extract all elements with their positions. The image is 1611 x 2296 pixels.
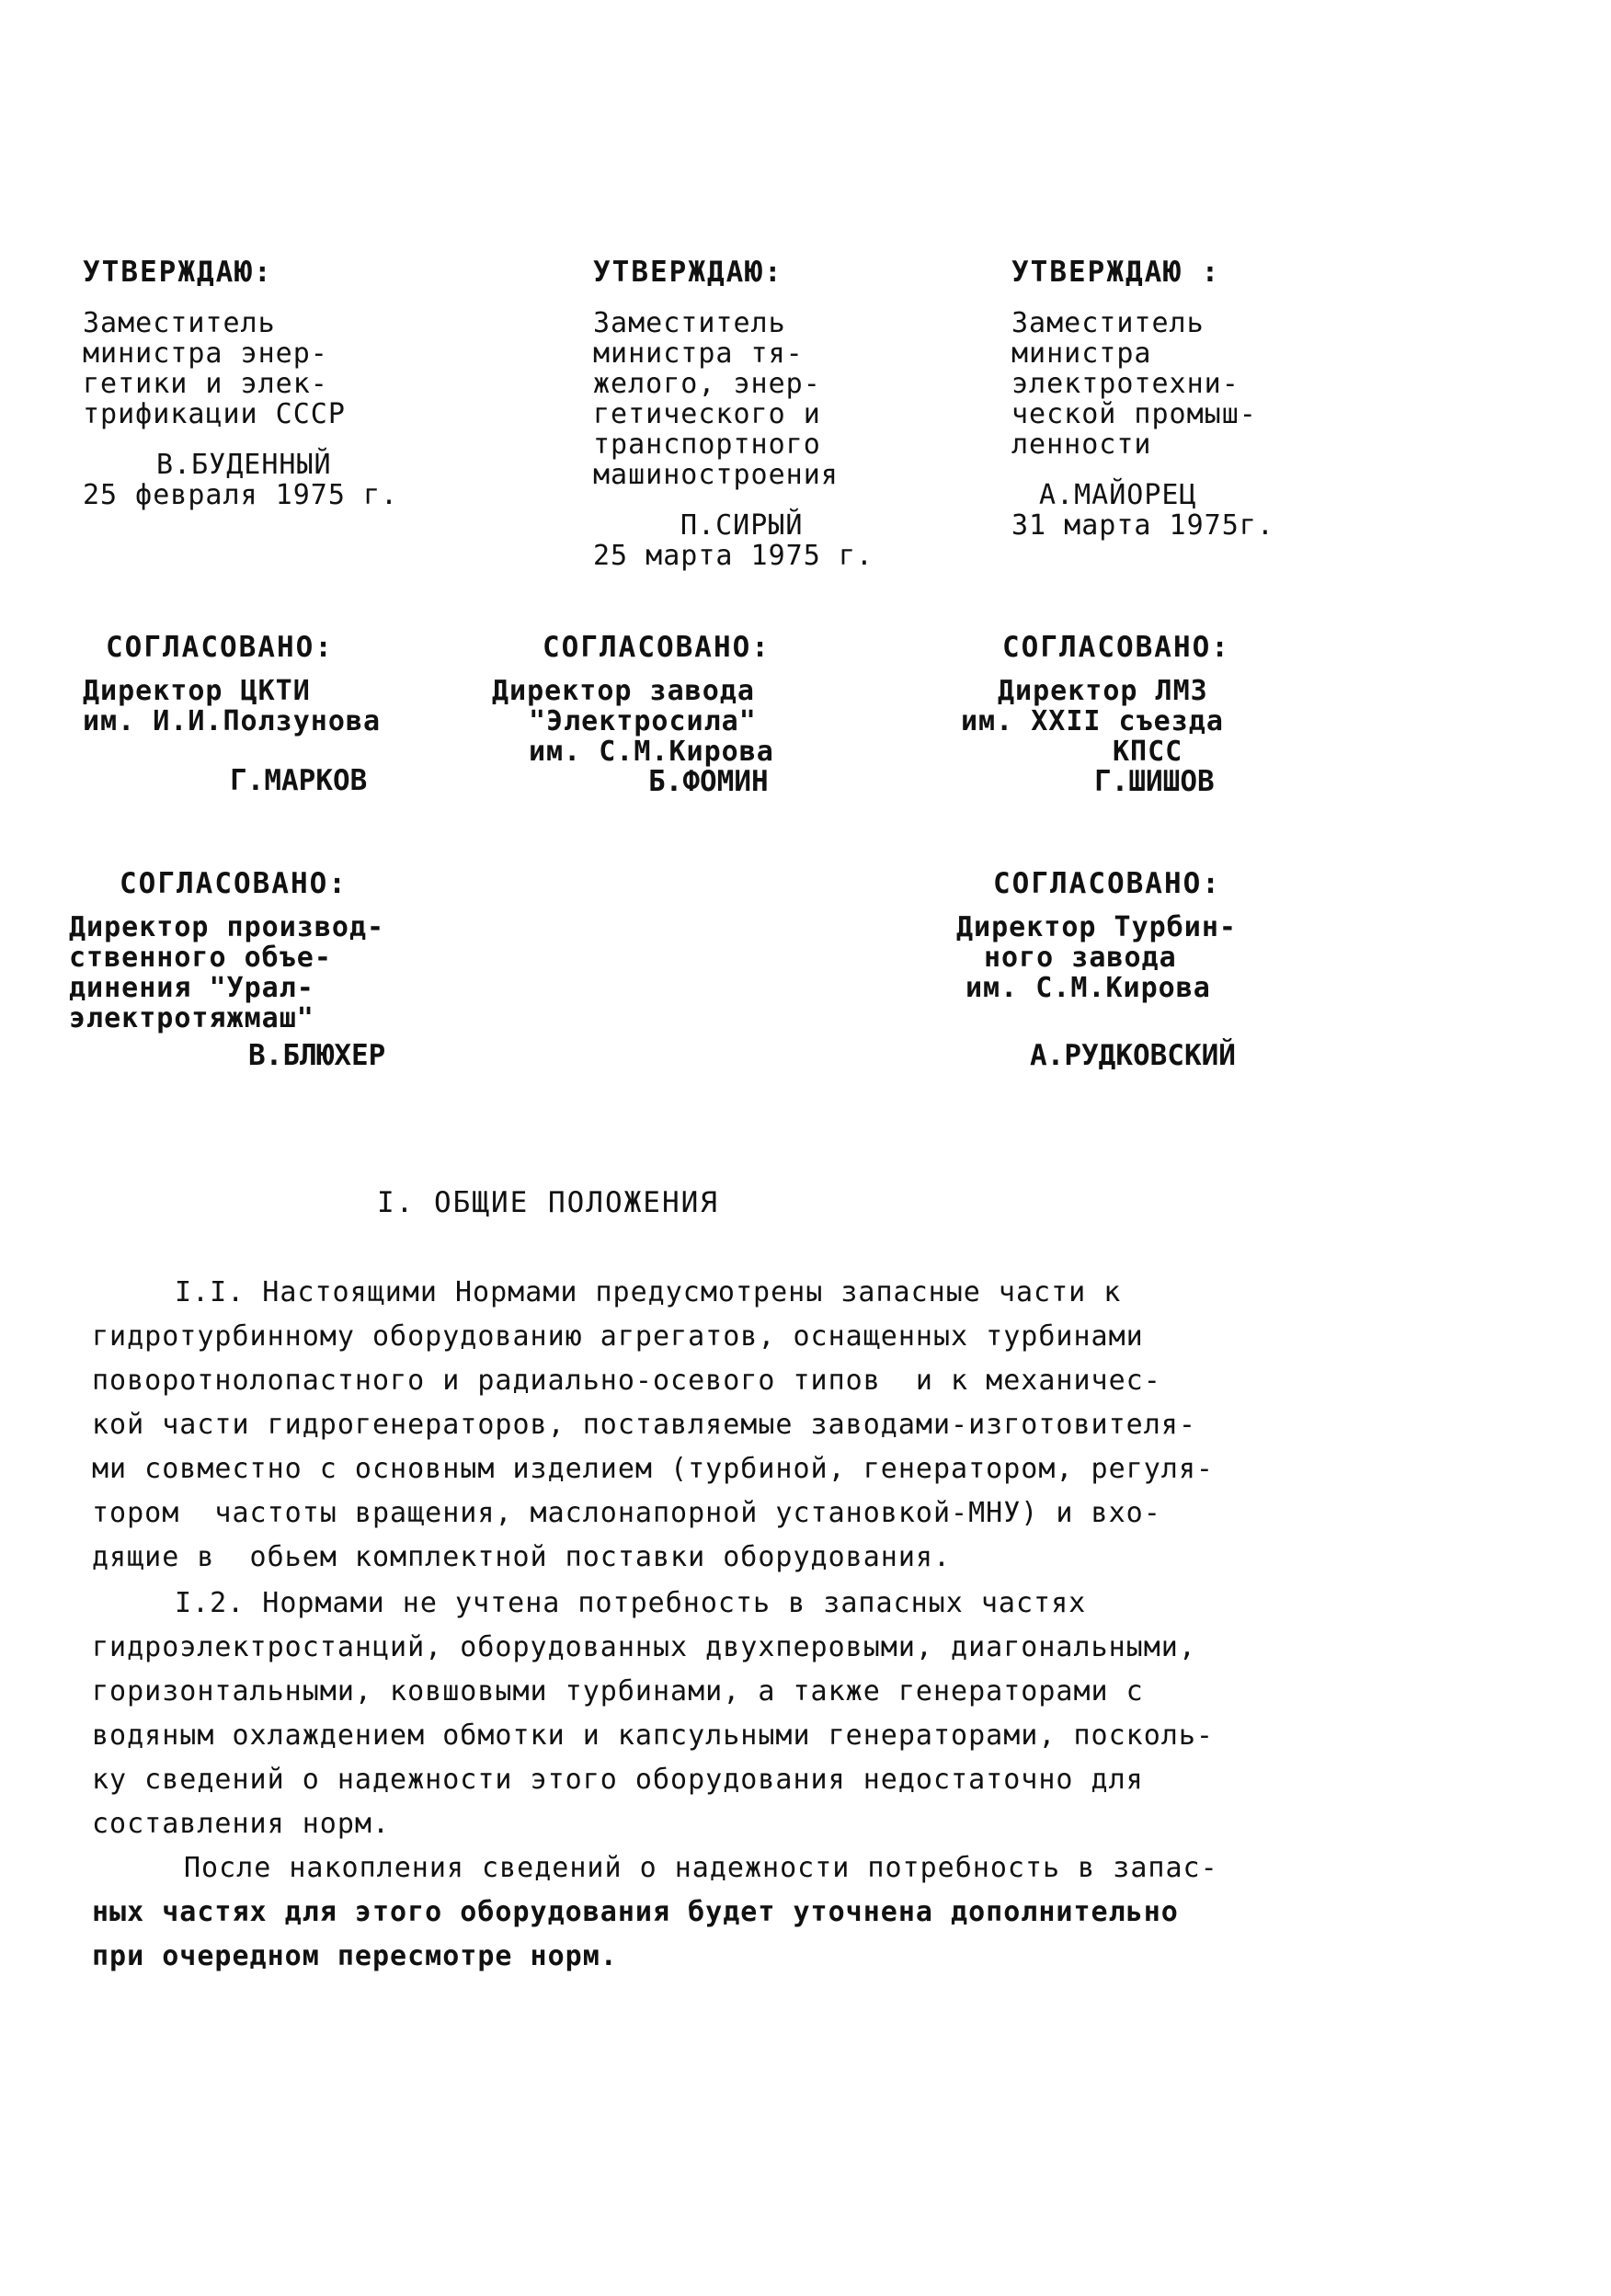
approval-header: УТВЕРЖДАЮ:: [83, 256, 273, 289]
approval-line: министра: [1011, 337, 1152, 370]
agreement-line: "Электросила": [529, 705, 757, 737]
approval-header: УТВЕРЖДАЮ:: [593, 256, 783, 289]
approval-line: Заместитель: [1011, 307, 1205, 339]
agreement-name: Г.ШИШОВ: [1094, 765, 1215, 798]
approval-line: гетики и элек-: [83, 368, 328, 400]
approval-line: Заместитель: [83, 307, 276, 339]
agreement-line: ного завода: [984, 942, 1177, 974]
agreement-name: Г.МАРКОВ: [230, 764, 368, 797]
agreement-block-2: [492, 633, 774, 797]
agreement-header: СОГЛАСОВАНО:: [1002, 631, 1230, 664]
approval-name: П.СИРЫЙ: [680, 509, 804, 542]
paragraph-line: гидроэлектростанций, оборудованных двухперовыми, диагональными,: [92, 1631, 1196, 1663]
approval-header: УТВЕРЖДАЮ :: [1011, 256, 1221, 289]
approval-name: А.МАЙОРЕЦ: [1039, 479, 1197, 511]
approval-line: электротехни-: [1011, 368, 1240, 400]
paragraph-line: при очередном пересмотре норм.: [92, 1940, 618, 1972]
approval-line: ленности: [1011, 428, 1152, 461]
agreement-line: им. С.М.Кирова: [965, 972, 1211, 1004]
approval-line: транспортного: [593, 428, 821, 461]
paragraph-2: [92, 1582, 1287, 1846]
agreement-line: им. XXII съезда: [961, 705, 1224, 737]
agreement-line: им. С.М.Кирова: [529, 736, 774, 768]
paragraph-3: [92, 1846, 1287, 1979]
approval-block-3: [1011, 257, 1274, 541]
approval-line: министра тя-: [593, 337, 804, 370]
paragraph-line: поворотнолопастного и радиально-осевого типов и к механичес-: [92, 1365, 1161, 1397]
agreement-line: Директор Турбин-: [956, 911, 1237, 943]
paragraph-line: составления норм.: [92, 1808, 391, 1840]
approval-line: трификации СССР: [83, 398, 346, 430]
paragraph-line: I.I. Настоящими Нормами предусмотрены запасные части к: [175, 1276, 1122, 1308]
agreement-line: электротяжмаш": [69, 1002, 314, 1034]
paragraph-line: ми совместно с основным изделием (турбиной, генератором, регуля-: [92, 1453, 1214, 1485]
approval-date: 31 марта 1975г.: [1011, 509, 1274, 542]
paragraph-line: дящие в обьем комплектной поставки оборудования.: [92, 1541, 952, 1573]
approval-date: 25 февраля 1975 г.: [83, 479, 399, 511]
paragraph-line: горизонтальными, ковшовыми турбинами, а также генераторами с: [92, 1675, 1144, 1708]
approval-line: ческой промыш-: [1011, 398, 1257, 430]
agreement-name: А.РУДКОВСКИЙ: [1030, 1039, 1236, 1072]
agreement-header: СОГЛАСОВАНО:: [120, 867, 348, 900]
section-title: I. ОБЩИЕ ПОЛОЖЕНИЯ: [377, 1186, 719, 1219]
approval-line: гетического и: [593, 398, 821, 430]
agreement-block-3: [961, 633, 1230, 797]
paragraph-line: тором частоты вращения, маслонапорной установкой-МНУ) и вхо-: [92, 1497, 1161, 1529]
agreement-header: СОГЛАСОВАНО:: [106, 631, 334, 664]
agreement-header: СОГЛАСОВАНО:: [543, 631, 771, 664]
paragraph-line: После накопления сведений о надежности потребность в запас-: [184, 1852, 1218, 1884]
agreement-line: КПСС: [1113, 736, 1183, 768]
paragraph-line: I.2. Нормами не учтена потребность в запасных частях: [175, 1587, 1087, 1619]
agreement-name: Б.ФОМИН: [648, 765, 769, 798]
paragraph-line: ных частях для этого оборудования будет уточнена дополнительно: [92, 1896, 1179, 1928]
paragraph-line: кой части гидрогенераторов, поставляемые заводами-изготовителя-: [92, 1409, 1196, 1441]
agreement-block-4: [69, 869, 385, 1071]
approval-block-2: [593, 257, 874, 571]
agreement-block-5: [956, 869, 1237, 1071]
approval-line: желого, энер-: [593, 368, 821, 400]
agreement-header: СОГЛАСОВАНО:: [993, 867, 1221, 900]
agreement-block-1: [83, 633, 381, 796]
approval-date: 25 марта 1975 г.: [593, 540, 874, 572]
agreement-line: Директор завода: [492, 675, 755, 707]
approval-name: В.БУДЕННЫЙ: [156, 449, 332, 481]
approval-line: машиностроения: [593, 459, 839, 491]
agreement-line: им. И.И.Ползунова: [83, 705, 382, 737]
agreement-line: Директор производ-: [69, 911, 385, 943]
approval-block-1: [83, 257, 398, 510]
approval-line: министра энер-: [83, 337, 328, 370]
paragraph-line: водяным охлаждением обмотки и капсульными генераторами, посколь-: [92, 1719, 1214, 1752]
agreement-line: ственного объе-: [69, 942, 332, 974]
paragraph-1: [92, 1271, 1287, 1580]
paragraph-line: ку сведений о надежности этого оборудования недостаточно для: [92, 1764, 1144, 1796]
approval-line: Заместитель: [593, 307, 786, 339]
agreement-line: Директор ЛМЗ: [998, 675, 1208, 707]
paragraph-line: гидротурбинному оборудованию агрегатов, оснащенных турбинами: [92, 1320, 1144, 1353]
agreement-line: динения "Урал-: [69, 972, 314, 1004]
agreement-line: Директор ЦКТИ: [83, 675, 311, 707]
agreement-name: В.БЛЮХЕР: [248, 1039, 386, 1072]
